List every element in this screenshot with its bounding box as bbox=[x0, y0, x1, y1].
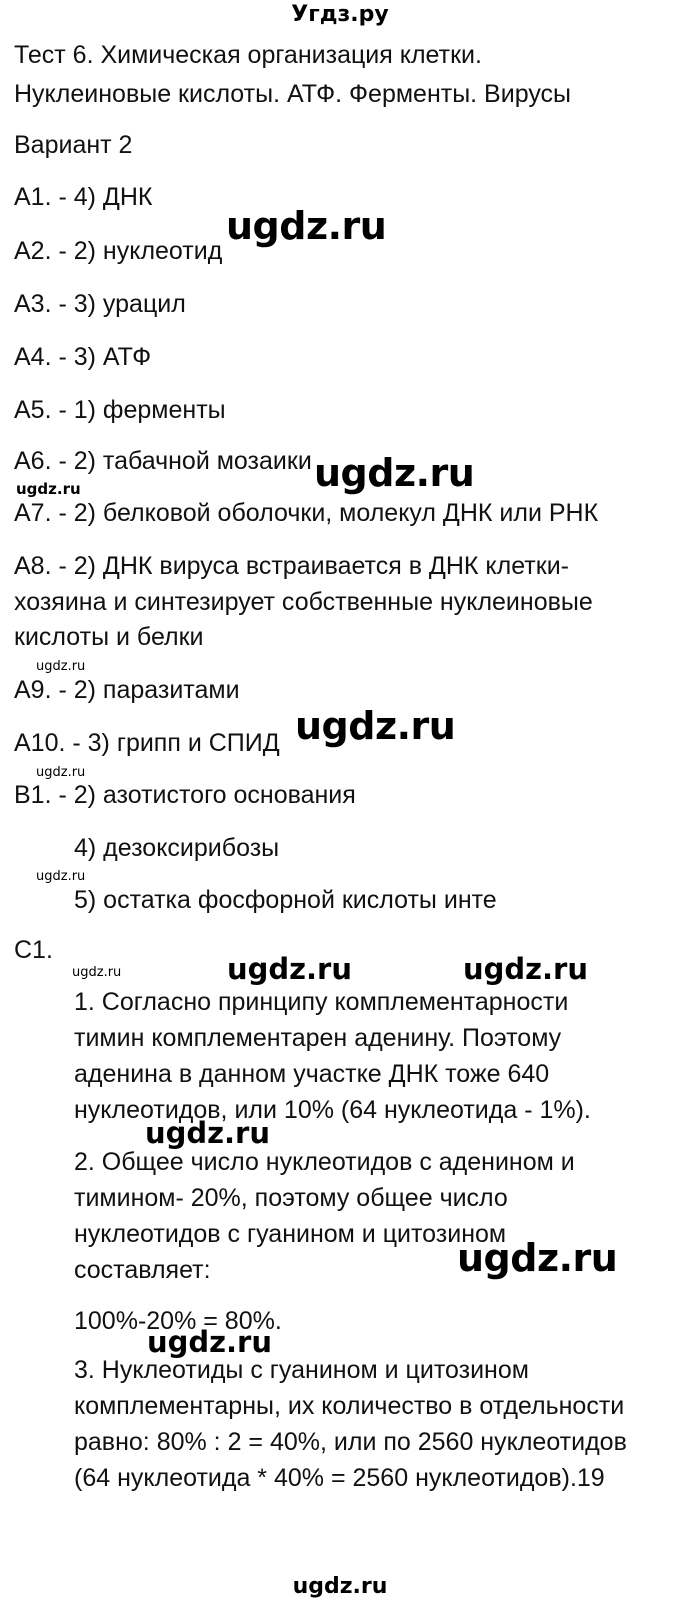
answer-a8-line-1: A8. - 2) ДНК вируса встраивается в ДНК клетки- bbox=[14, 552, 569, 580]
answer-a3: A3. - 3) урацил bbox=[14, 290, 186, 318]
watermark: ugdz.ru bbox=[36, 869, 86, 884]
watermark: ugdz.ru bbox=[16, 480, 81, 498]
c1-step2-calc: 100%-20% = 80%. bbox=[74, 1307, 282, 1335]
watermark: ugdz.ru bbox=[36, 765, 86, 780]
watermark: ugdz.ru bbox=[226, 204, 387, 248]
c1-step1-line-2: тимин комплементарен аденину. Поэтому bbox=[74, 1024, 562, 1052]
c1-step2-line-3: нуклеотидов с гуанином и цитозином bbox=[74, 1220, 507, 1248]
site-footer: ugdz.ru bbox=[292, 1574, 388, 1599]
variant-label: Вариант 2 bbox=[14, 131, 133, 159]
watermark: ugdz.ru bbox=[227, 952, 353, 986]
answer-a5: A5. - 1) ферменты bbox=[14, 396, 226, 424]
watermark: ugdz.ru bbox=[314, 451, 475, 495]
answer-a7: A7. - 2) белковой оболочки, молекул ДНК или РНК bbox=[14, 499, 599, 527]
answer-b1-line-2: 4) дезоксирибозы bbox=[74, 834, 280, 862]
answer-a10: A10. - 3) грипп и СПИД bbox=[14, 729, 280, 757]
c1-step3-line-3: равно: 80% : 2 = 40%, или по 2560 нуклеотидов bbox=[74, 1428, 627, 1456]
answer-a9: A9. - 2) паразитами bbox=[14, 676, 240, 704]
answer-a2: A2. - 2) нуклеотид bbox=[14, 237, 223, 265]
watermark: ugdz.ru bbox=[147, 1325, 273, 1359]
title-line-1: Тест 6. Химическая организация клетки. bbox=[14, 41, 482, 69]
c1-step3-line-4: (64 нуклеотида * 40% = 2560 нуклеотидов).19 bbox=[74, 1464, 605, 1492]
c1-step1-line-4: нуклеотидов, или 10% (64 нуклеотида - 1%). bbox=[74, 1096, 591, 1124]
answer-b1-line-3: 5) остатка фосфорной кислоты инте bbox=[74, 886, 497, 914]
answer-a6: A6. - 2) табачной мозаики bbox=[14, 447, 312, 475]
c1-step1-line-1: 1. Согласно принципу комплементарности bbox=[74, 988, 569, 1016]
site-header: Угдз.ру bbox=[291, 2, 389, 27]
watermark: ugdz.ru bbox=[457, 1236, 618, 1280]
watermark: ugdz.ru bbox=[145, 1116, 271, 1150]
answer-a4: A4. - 3) АТФ bbox=[14, 343, 152, 371]
watermark: ugdz.ru bbox=[295, 704, 456, 748]
c1-step2-line-2: тимином- 20%, поэтому общее число bbox=[74, 1184, 508, 1212]
c1-step3-line-1: 3. Нуклеотиды с гуанином и цитозином bbox=[74, 1356, 529, 1384]
answer-c1-label: C1. bbox=[14, 936, 53, 964]
c1-step2-line-4: составляет: bbox=[74, 1256, 211, 1284]
c1-step1-line-3: аденина в данном участке ДНК тоже 640 bbox=[74, 1060, 550, 1088]
watermark: ugdz.ru bbox=[463, 952, 589, 986]
answer-b1-line-1: B1. - 2) азотистого основания bbox=[14, 781, 356, 809]
answer-a1: A1. - 4) ДНК bbox=[14, 183, 153, 211]
title-line-2: Нуклеиновые кислоты. АТФ. Ферменты. Вирусы bbox=[14, 80, 572, 108]
c1-step2-line-1: 2. Общее число нуклеотидов с аденином и bbox=[74, 1148, 575, 1176]
answer-a8-line-3: кислоты и белки bbox=[14, 623, 204, 651]
c1-step3-line-2: комплементарны, их количество в отдельности bbox=[74, 1392, 625, 1420]
watermark: ugdz.ru bbox=[36, 659, 86, 674]
watermark: ugdz.ru bbox=[72, 965, 122, 980]
answer-a8-line-2: хозяина и синтезирует собственные нуклеиновые bbox=[14, 588, 593, 616]
